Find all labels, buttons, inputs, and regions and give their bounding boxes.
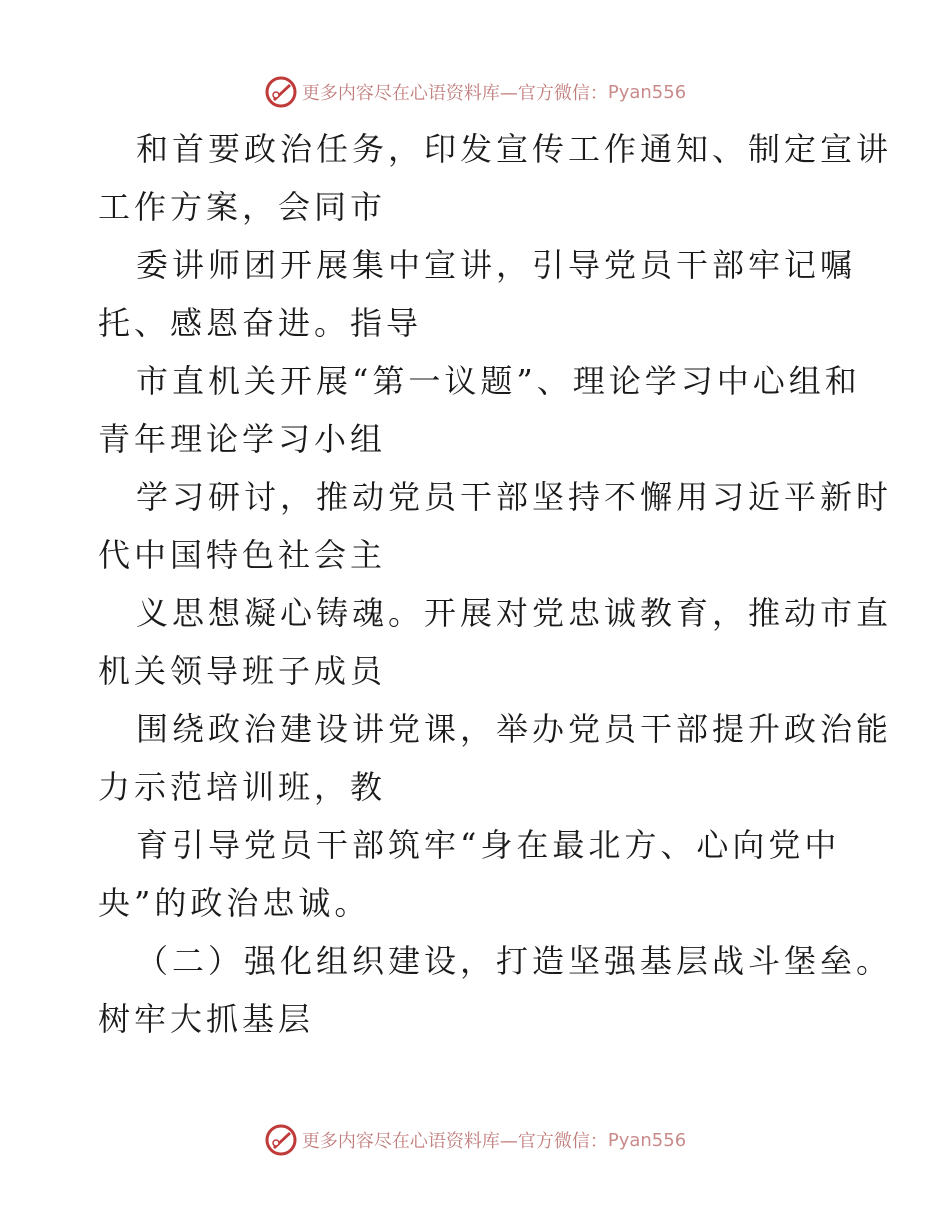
text-line: 机关领导班子成员 xyxy=(98,652,387,690)
text-line: 工作方案，会同市 xyxy=(98,188,387,226)
text-line: 围绕政治建设讲党课，举办党员干部提升政治能 xyxy=(136,710,893,748)
brand-logo-icon xyxy=(264,1123,298,1157)
watermark-text: 更多内容尽在心语资料库—官方微信： xyxy=(301,1131,608,1152)
brand-logo-icon xyxy=(264,75,298,109)
text-line: （二）强化组织建设，打造坚强基层战斗堡垒。 xyxy=(136,942,893,980)
text-line: 托、感恩奋进。指导 xyxy=(98,304,423,342)
text-line: 代中国特色社会主 xyxy=(98,536,387,574)
watermark-wechat-id: Pyan556 xyxy=(607,81,687,103)
text-line: 育引导党员干部筑牢“身在最北方、心向党中 xyxy=(136,826,841,864)
text-line: 青年理论学习小组 xyxy=(98,420,387,458)
header-watermark xyxy=(0,72,950,112)
text-line: 央”的政治忠诚。 xyxy=(98,884,371,922)
text-line: 学习研讨，推动党员干部坚持不懈用习近平新时 xyxy=(136,478,893,516)
document-body xyxy=(98,120,893,1048)
watermark-text: 更多内容尽在心语资料库—官方微信： xyxy=(301,83,608,104)
text-line: 市直机关开展“第一议题”、理论学习中心组和 xyxy=(136,362,861,400)
text-line: 力示范培训班，教 xyxy=(98,768,387,806)
footer-watermark xyxy=(0,1120,950,1160)
watermark-wechat-id: Pyan556 xyxy=(607,1129,687,1151)
text-line: 和首要政治任务，印发宣传工作通知、制定宣讲 xyxy=(136,130,893,168)
text-line: 义思想凝心铸魂。开展对党忠诚教育，推动市直 xyxy=(136,594,893,632)
text-line: 树牢大抓基层 xyxy=(98,1000,315,1038)
text-line: 委讲师团开展集中宣讲，引导党员干部牢记嘱 xyxy=(136,246,857,284)
